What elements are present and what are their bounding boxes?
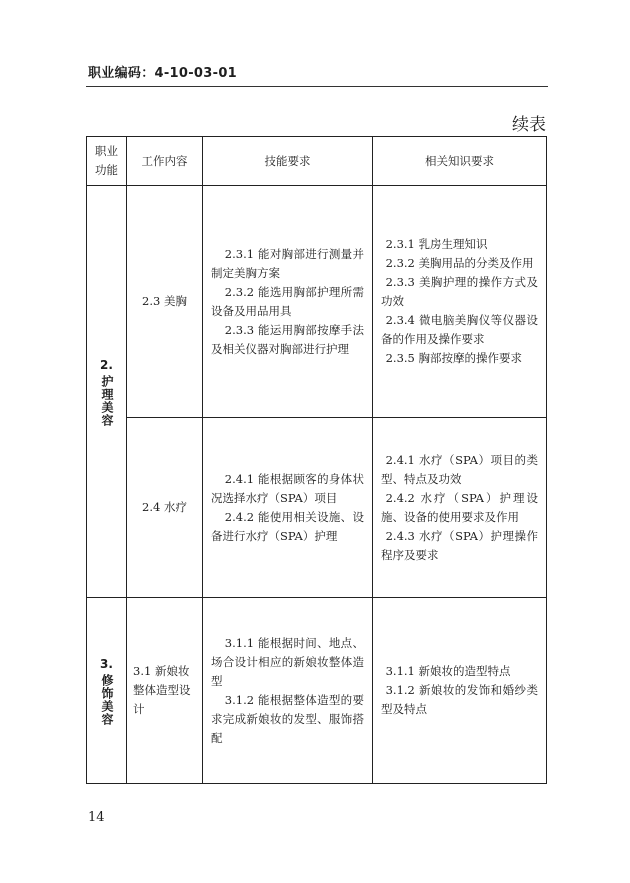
table-row bbox=[87, 598, 547, 784]
knowledge-cell bbox=[373, 418, 547, 598]
header-function: 职业 功能 bbox=[87, 137, 127, 186]
work-content-cell: 2.3 美胸 bbox=[127, 186, 203, 418]
work-content-cell: 2.4 水疗 bbox=[127, 418, 203, 598]
page-number: 14 bbox=[88, 810, 105, 825]
function-number: 3. bbox=[100, 657, 113, 671]
skill-item: 2.3.3 能运用胸部按摩手法及相关仪器对胸部进行护理 bbox=[211, 322, 364, 356]
knowledge-cell bbox=[373, 598, 547, 784]
function-label: 护理美容 bbox=[100, 375, 114, 427]
knowledge-item: 2.4.3 水疗（SPA）护理操作程序及要求 bbox=[381, 528, 538, 562]
occupation-code: 职业编码：4-10-03-01 bbox=[88, 66, 238, 81]
knowledge-item: 2.3.3 美胸护理的操作方式及功效 bbox=[381, 275, 538, 308]
knowledge-item: 3.1.2 新娘妆的发饰和婚纱类型及特点 bbox=[381, 683, 538, 716]
skill-item: 2.4.1 能根据顾客的身体状况选择水疗（SPA）项目 bbox=[211, 471, 364, 505]
continued-label: 续表 bbox=[512, 115, 546, 135]
work-content-cell: 3.1 新娘妆整体造型设计 bbox=[127, 598, 203, 784]
knowledge-item: 2.3.4 微电脑美胸仪等仪器设备的作用及操作要求 bbox=[381, 313, 538, 346]
requirements-table bbox=[86, 136, 547, 784]
table-header-row bbox=[87, 137, 547, 186]
knowledge-cell bbox=[373, 186, 547, 418]
header-work-content: 工作内容 bbox=[127, 137, 203, 186]
skills-cell bbox=[203, 186, 373, 418]
header-rule bbox=[86, 86, 548, 87]
function-number: 2. bbox=[100, 358, 113, 372]
skills-cell bbox=[203, 598, 373, 784]
header-skills: 技能要求 bbox=[203, 137, 373, 186]
skill-item: 2.3.2 能选用胸部护理所需设备及用品用具 bbox=[211, 284, 364, 318]
table-row bbox=[87, 186, 547, 418]
skill-item: 3.1.2 能根据整体造型的要求完成新娘妆的发型、服饰搭配 bbox=[211, 692, 364, 745]
skill-item: 2.3.1 能对胸部进行测量并制定美胸方案 bbox=[211, 246, 364, 280]
knowledge-item: 2.4.1 水疗（SPA）项目的类型、特点及功效 bbox=[381, 452, 538, 486]
header-knowledge: 相关知识要求 bbox=[373, 137, 547, 186]
knowledge-item: 2.3.2 美胸用品的分类及作用 bbox=[385, 256, 534, 270]
knowledge-item: 2.4.2 水疗（SPA）护理设施、设备的使用要求及作用 bbox=[381, 490, 538, 524]
function-label: 修饰美容 bbox=[100, 674, 114, 726]
skill-item: 2.4.2 能使用相关设施、设备进行水疗（SPA）护理 bbox=[211, 509, 364, 543]
knowledge-item: 2.3.1 乳房生理知识 bbox=[385, 237, 488, 251]
knowledge-item: 2.3.5 胸部按摩的操作要求 bbox=[385, 351, 523, 365]
skills-cell bbox=[203, 418, 373, 598]
table-row bbox=[87, 418, 547, 598]
knowledge-item: 3.1.1 新娘妆的造型特点 bbox=[385, 664, 511, 678]
function-cell-decoration bbox=[87, 598, 127, 784]
function-cell-nursing bbox=[87, 186, 127, 598]
skill-item: 3.1.1 能根据时间、地点、场合设计相应的新娘妆整体造型 bbox=[211, 635, 364, 688]
